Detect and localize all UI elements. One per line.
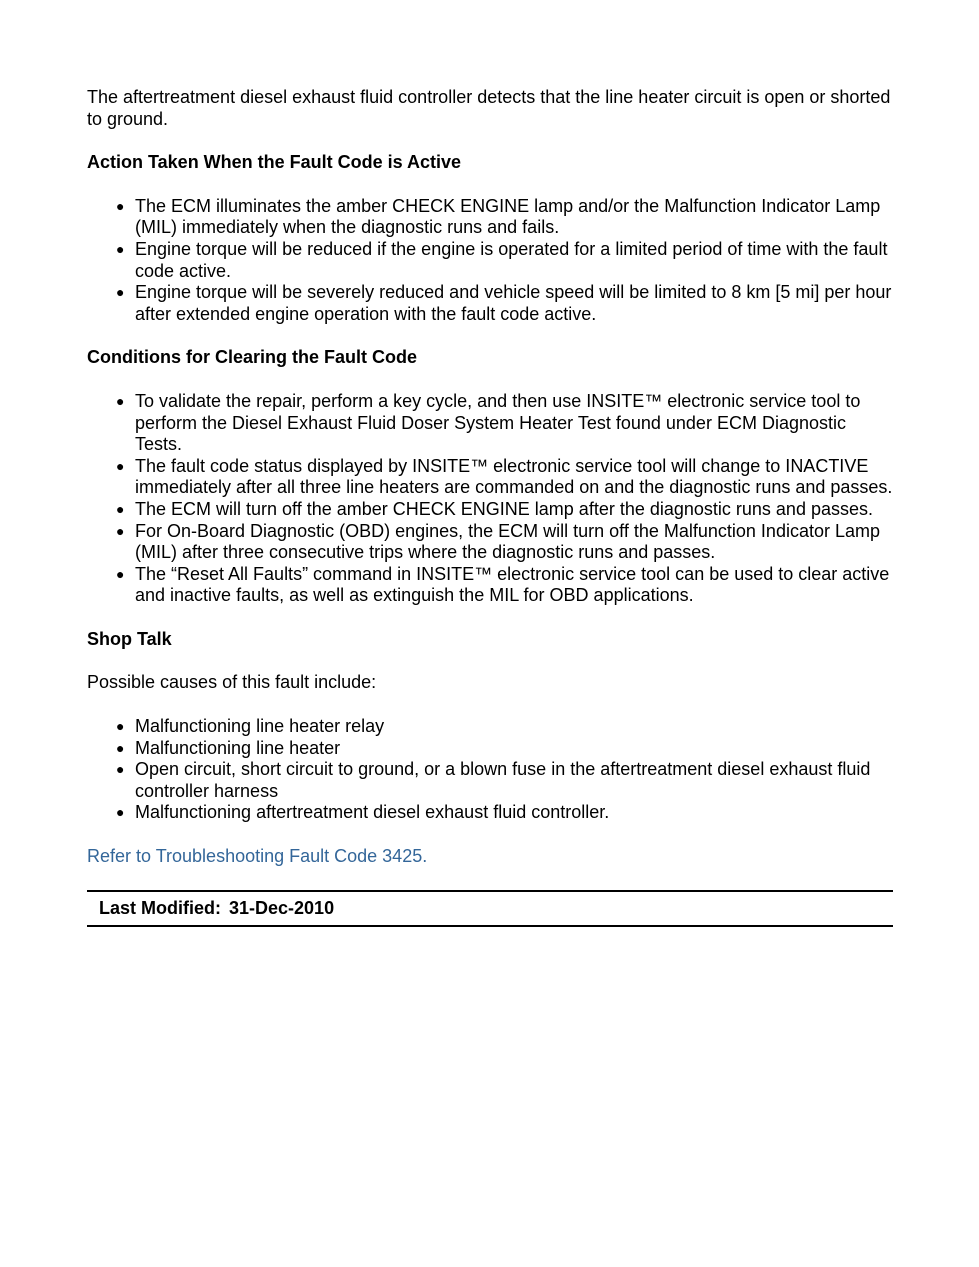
list-item: ● Malfunctioning line heater [116, 737, 341, 758]
document-page [87, 87, 893, 927]
action-heading: Action Taken When the Fault Code is Active [87, 152, 462, 173]
bullet-icon: ● [116, 284, 125, 301]
list-item: ● To validate the repair, perform a key cycle, and then use INSITE™ electronic service tool to perform the Diesel Exhaust Fluid Doser System Heater Test found under ECM Diagnostic Tests. [116, 390, 861, 455]
bullet-icon: ● [116, 718, 125, 735]
causes-intro: Possible causes of this fault include: [87, 672, 377, 693]
bullet-icon: ● [116, 197, 125, 214]
bullet-icon: ● [116, 804, 125, 821]
list-item: ● The “Reset All Faults” command in INSITE™ electronic service tool can be used to clear active and inactive faults, as well as extinguish the MIL for OBD applications. [116, 563, 890, 606]
list-item: ● The fault code status displayed by INSITE™ electronic service tool will change to INACTIVE immediately after all three line heaters are commanded on and the diagnostic runs and passes. [116, 455, 893, 498]
bullet-icon: ● [116, 457, 125, 474]
last-modified-label: Last Modified: [99, 897, 221, 918]
list-item: ● Open circuit, short circuit to ground, or a blown fuse in the aftertreatment diesel exhaust fluid controller harness [116, 759, 871, 801]
bullet-icon: ● [116, 761, 125, 778]
list-item: ● Malfunctioning line heater relay [116, 716, 385, 737]
bullet-icon: ● [116, 565, 125, 582]
shop-talk-heading: Shop Talk [87, 628, 172, 649]
list-item: ● For On-Board Diagnostic (OBD) engines, the ECM will turn off the Malfunction Indicator Lamp (MIL) after three consecutive trips where the diagnostic runs and passes. [116, 520, 880, 563]
bullet-icon: ● [116, 240, 125, 257]
action-list [87, 196, 893, 326]
last-modified-date: 31-Dec-2010 [229, 897, 335, 918]
clearing-heading: Conditions for Clearing the Fault Code [87, 347, 417, 368]
last-modified-footer [87, 890, 893, 928]
clearing-list [87, 391, 893, 607]
list-item: ● Engine torque will be severely reduced and vehicle speed will be limited to 8 km [5 mi] per hour after extended engine operation with the fault code active. [116, 282, 892, 324]
list-item: ● Malfunctioning aftertreatment diesel exhaust fluid controller. [116, 802, 610, 823]
list-item: ● The ECM illuminates the amber CHECK ENGINE lamp and/or the Malfunction Indicator Lamp (MIL) immediately when the diagnostic runs and fails. [116, 195, 881, 238]
list-item: ● The ECM will turn off the amber CHECK ENGINE lamp after the diagnostic runs and passes. [116, 498, 873, 519]
bullet-icon: ● [116, 739, 125, 756]
bullet-icon: ● [116, 522, 125, 539]
intro-paragraph: The aftertreatment diesel exhaust fluid controller detects that the line heater circuit is open or shorted to ground. [87, 87, 891, 129]
refer-troubleshooting-link[interactable]: Refer to Troubleshooting Fault Code 3425. [87, 846, 428, 867]
bullet-icon: ● [116, 500, 125, 517]
bullet-icon: ● [116, 392, 125, 409]
causes-list [87, 716, 893, 824]
list-item: ● Engine torque will be reduced if the engine is operated for a limited period of time with the fault code active. [116, 238, 888, 281]
